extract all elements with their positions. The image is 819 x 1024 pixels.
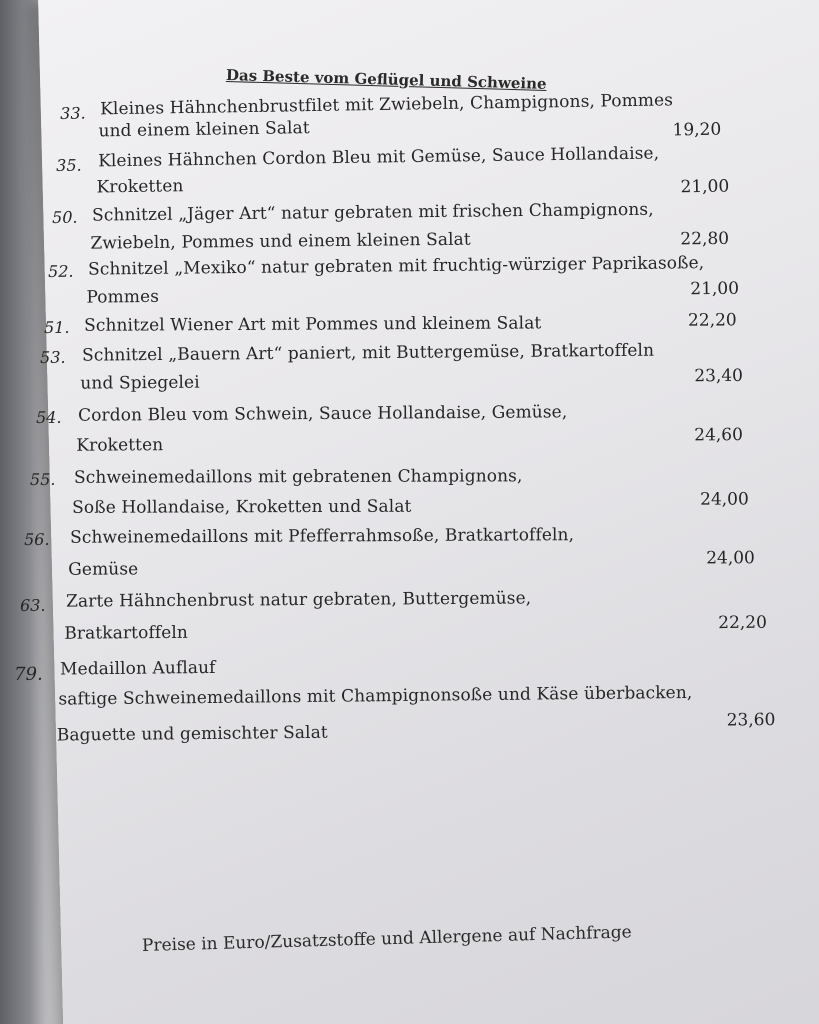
item-number: 53. [40, 347, 66, 367]
item-price: 21,00 [680, 176, 730, 198]
item-description: Schnitzel „Mexiko“ natur gebraten mit fruchtig-würziger Paprikasoße, [87, 253, 705, 280]
item-description-continued: Zwiebeln, Pommes und einem kleinen Salat [90, 229, 471, 254]
item-price: 22,20 [718, 612, 767, 634]
item-price: 24,00 [700, 489, 749, 510]
item-description-continued: und Spiegelei [80, 372, 200, 394]
item-description: Kleines Hähnchen Cordon Bleu mit Gemüse, Sauce Hollandaise, [97, 143, 660, 172]
menu-item [14, 652, 775, 760]
menu-item [24, 524, 784, 588]
item-number: 33. [60, 103, 86, 123]
item-price: 22,20 [687, 310, 737, 331]
item-description: Cordon Bleu vom Schwein, Sauce Hollandaise, Gemüse, [77, 402, 568, 426]
item-number: 35. [56, 155, 82, 175]
item-description: saftige Schweinemedaillons mit Champignonsoße und Käse überbacken, [58, 682, 693, 710]
item-description: Schweinemedaillons mit Pfefferrahmsoße, Bratkartoffeln, [69, 525, 575, 548]
item-price: 23,40 [694, 365, 744, 387]
item-description-continued: Pommes [86, 286, 160, 308]
item-price: 24,00 [706, 548, 755, 569]
item-price: 23,60 [726, 710, 776, 731]
item-description: Kleines Hähnchenbrustfilet mit Zwiebeln, Champignons, Pommes [99, 90, 674, 120]
item-description-continued: Gemüse [68, 559, 139, 580]
item-description-continued: und einem kleinen Salat [98, 118, 310, 142]
item-number: 63. [20, 595, 46, 615]
item-description-continued: Kroketten [96, 176, 184, 198]
item-number: 51. [44, 317, 70, 337]
item-description: Schnitzel „Bauern Art“ paniert, mit Buttergemüse, Bratkartoffeln [81, 340, 655, 366]
item-description-continued: Kroketten [76, 435, 164, 456]
item-number: 79. [14, 663, 43, 685]
menu-item [20, 587, 780, 652]
item-description: Schweinemedaillons mit gebratenen Champignons, [73, 466, 523, 488]
item-price: 21,00 [690, 278, 740, 300]
item-price: 24,60 [694, 425, 743, 446]
item-description: Schnitzel „Jäger Art“ natur gebraten mit frischen Champignons, [91, 199, 654, 226]
menu-footer-note: Preise in Euro/Zusatzstoffe und Allergene auf Nachfrage [141, 922, 632, 956]
item-number: 54. [36, 407, 62, 427]
item-description: Zarte Hähnchenbrust natur gebraten, Buttergemüse, [65, 588, 532, 612]
menu-item [30, 465, 790, 528]
item-price: 22,80 [680, 228, 730, 250]
item-description-continued: Baguette und gemischter Salat [56, 722, 328, 746]
item-title: Medaillon Auflauf [59, 657, 216, 680]
item-number: 55. [30, 469, 56, 489]
item-number: 50. [52, 207, 78, 227]
item-description-continued: Bratkartoffeln [64, 622, 189, 644]
item-number: 52. [48, 261, 74, 281]
item-description-continued: Soße Hollandaise, Kroketten und Salat [72, 496, 412, 518]
item-number: 56. [24, 529, 50, 549]
menu-item [40, 339, 800, 406]
menu-item [36, 401, 796, 466]
item-price: 19,20 [672, 119, 722, 141]
menu-heading: Das Beste vom Geflügel und Schweine [225, 66, 547, 93]
item-description: Schnitzel Wiener Art mit Pommes und kleinem Salat [83, 313, 542, 336]
